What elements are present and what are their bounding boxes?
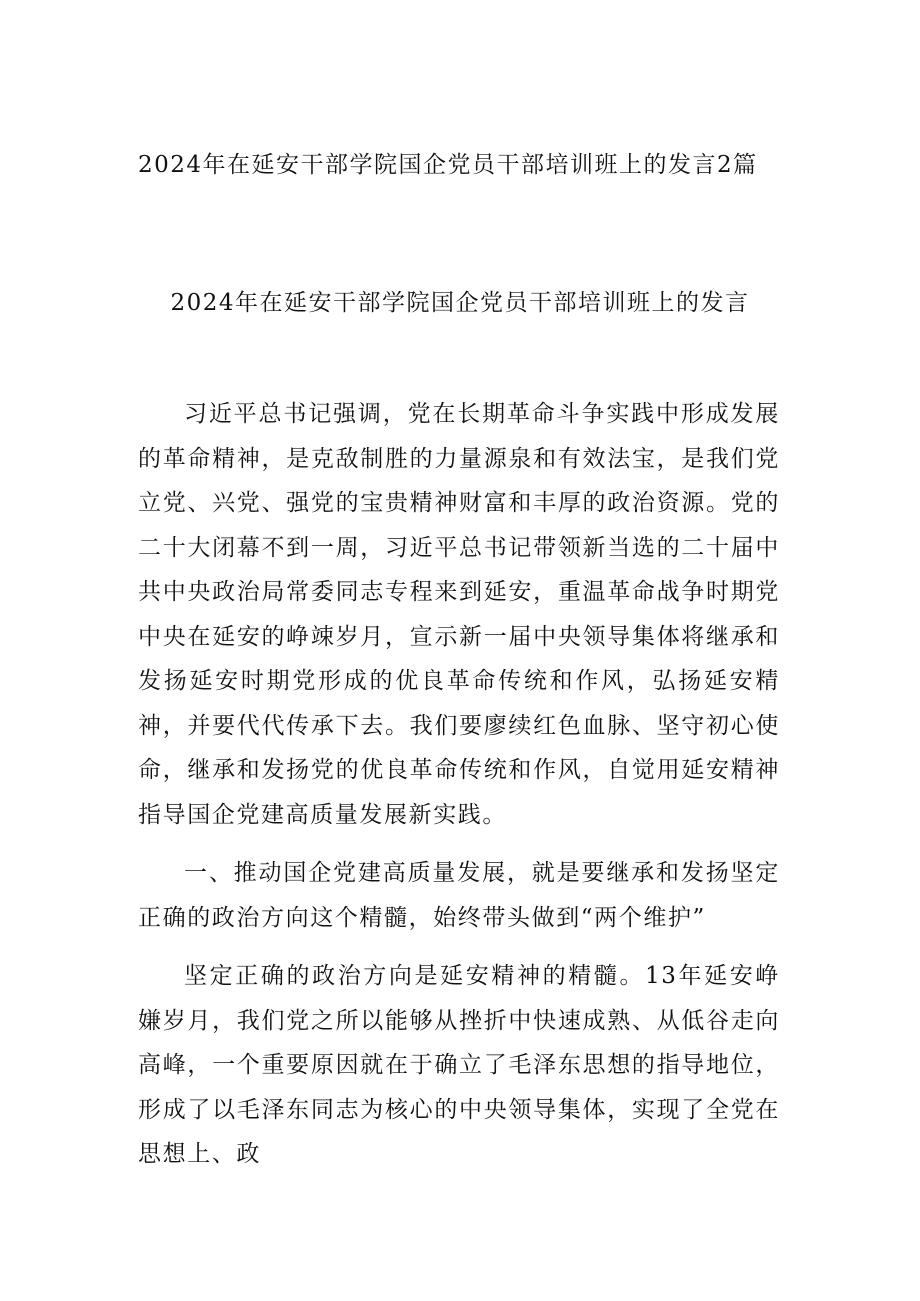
body-paragraph-section-one: 坚定正确的政治方向是延安精神的精髓。13年延安峥嫌岁月，我们党之所以能够从挫折中快速成熟、从低谷走向高峰，一个重要原因就在于确立了毛泽东思想的指导地位，形成了以毛泽东同志为核心的中央领导集体，实现了全党在思想上、政: [138, 963, 780, 1167]
section-heading-one: 一、推动国企党建高质量发展，就是要继承和发扬坚定正确的政治方向这个精髓，始终带头做到“两个维护”: [138, 860, 780, 931]
document-body: [138, 392, 780, 1177]
speech-title: 2024年在延安干部学院国企党员干部培训班上的发言: [170, 290, 750, 316]
body-paragraph-intro: 习近平总书记强调，党在长期革命斗争实践中形成发展的革命精神，是克敌制胜的力量源泉和有效法宝，是我们党立党、兴党、强党的宝贵精神财富和丰厚的政治资源。党的二十大闭幕不到一周，习近平总书记带领新当选的二十届中共中央政治局常委同志专程来到延安，重温革命战争时期党中央在延安的峥竦岁月，宣示新一届中央领导集体将继承和发扬延安时期党形成的优良革命传统和作风，弘扬延安精神，并要代代传承下去。我们要廖续红色血脉、坚守初心使命，继承和发扬党的优良革命传统和作风，自觉用延安精神指导国企党建高质量发展新实践。: [138, 401, 780, 828]
document-title: 2024年在延安干部学院国企党员干部培训班上的发言2篇: [138, 152, 758, 178]
